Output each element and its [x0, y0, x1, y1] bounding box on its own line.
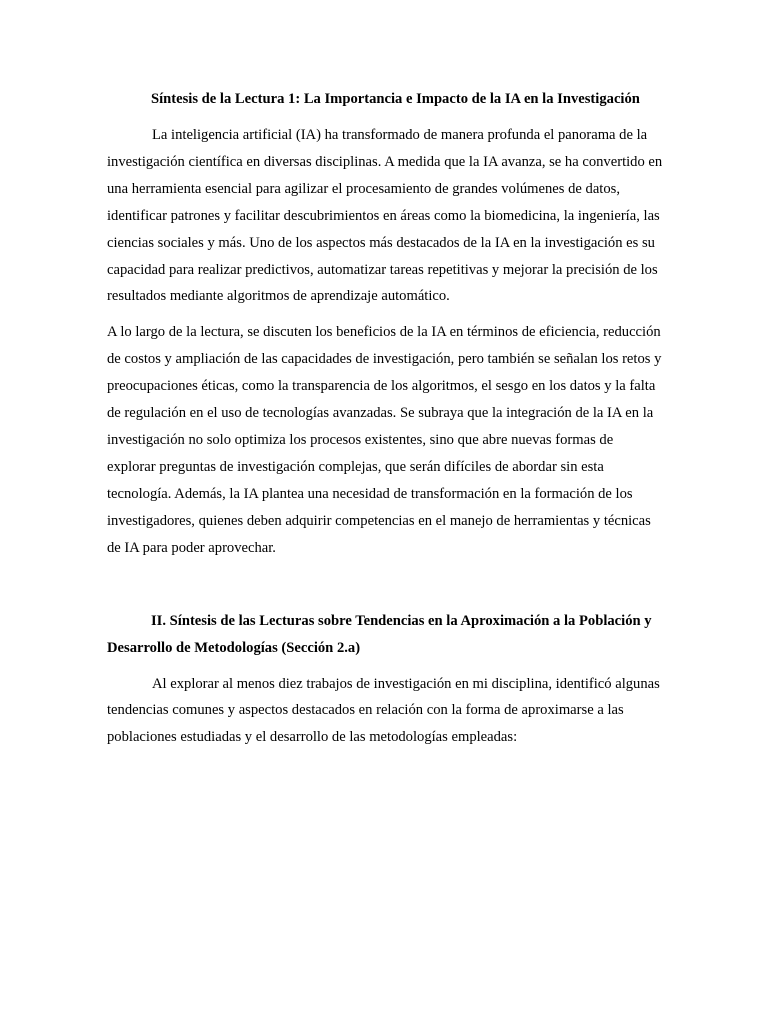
section1-title: Síntesis de la Lectura 1: La Importancia e Impacto de la IA en la Investigación [151, 91, 640, 107]
document-page [107, 86, 663, 751]
section2 [107, 608, 663, 752]
section2-title: II. Síntesis de las Lecturas sobre Tendencias en la Aproximación a la Población y Desarrollo de Metodologías (Sección 2.a) [107, 612, 652, 656]
section1-paragraph-1: La inteligencia artificial (IA) ha transformado de manera profunda el panorama de la investigación científica en diversas disciplinas. A medida que la IA avanza, se ha convertido en una herramienta esencial para agilizar el procesamiento de grandes volúmenes de datos, identificar patrones y facilitar descubrimientos en áreas como la biomedicina, la ingeniería, las ciencias sociales y más. Uno de los aspectos más destacados de la IA en la investigación es su capacidad para realizar predictivos, automatizar tareas repetitivas y mejorar la precisión de los resultados mediante algoritmos de aprendizaje automático. [107, 127, 663, 305]
section2-paragraph-1: Al explorar al menos diez trabajos de investigación en mi disciplina, identificó algunas tendencias comunes y aspectos destacados en relación con la forma de aproximarse a las poblaciones estudiadas y el desarrollo de las metodologías empleadas: [107, 675, 660, 746]
section1-paragraph-2: A lo largo de la lectura, se discuten los beneficios de la IA en términos de eficiencia, reducción de costos y ampliación de las capacidades de investigación, pero también se señalan los retos y preocupaciones éticas, como la transparencia de los algoritmos, el sesgo en los datos y la falta de regulación en el uso de tecnologías avanzadas. Se subraya que la integración de la IA en la investigación no solo optimiza los procesos existentes, sino que abre nuevas formas de explorar preguntas de investigación complejas, que serán difíciles de abordar sin esta tecnología. Además, la IA plantea una necesidad de transformación en la formación de los investigadores, quienes deben adquirir competencias en el manejo de herramientas y técnicas de IA para poder aprovechar. [107, 324, 662, 556]
